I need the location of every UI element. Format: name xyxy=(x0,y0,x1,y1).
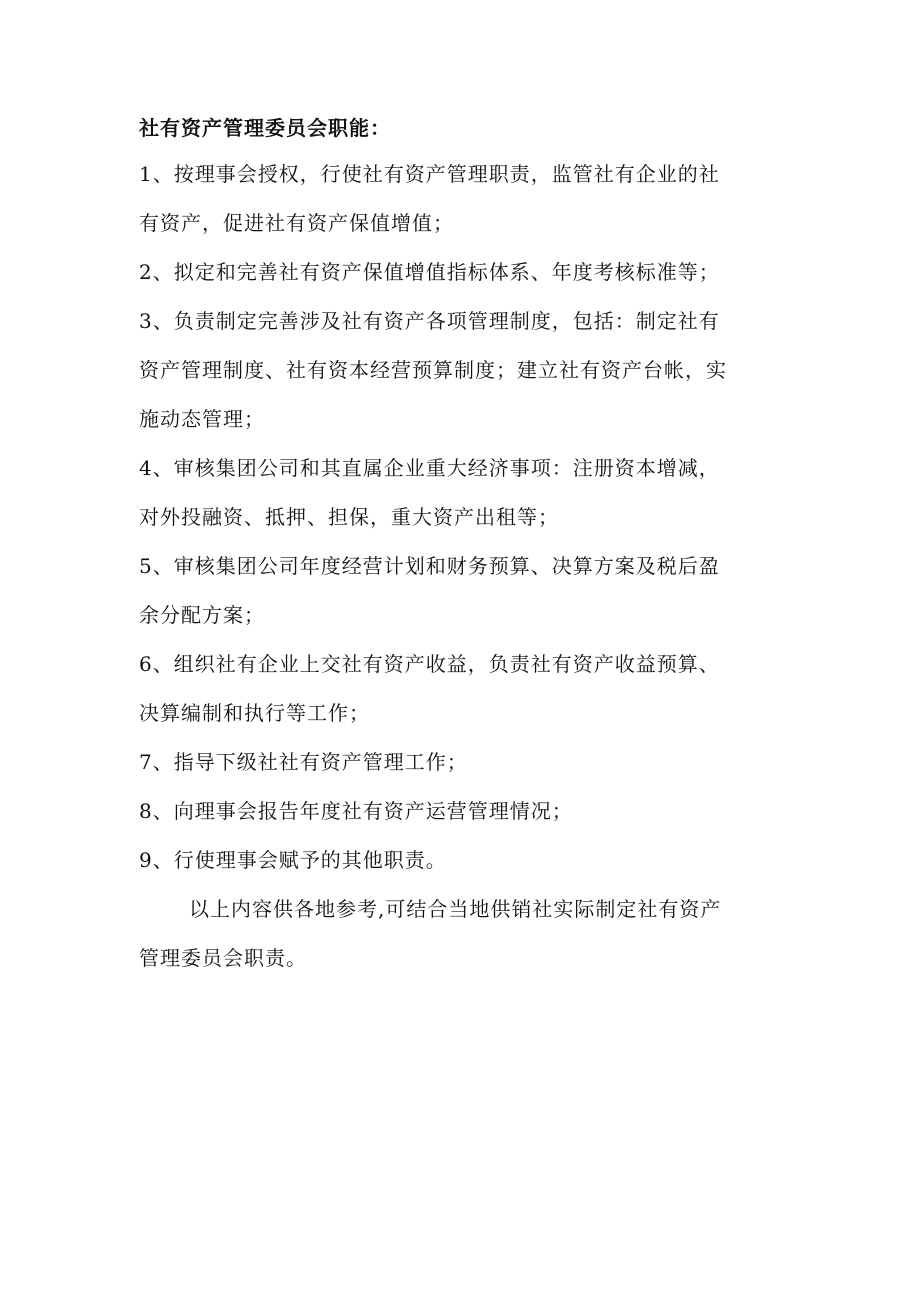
duty-line: 对外投融资、抵押、担保，重大资产出租等； xyxy=(139,505,559,529)
duty-line: 有资产，促进社有资产保值增值； xyxy=(139,211,454,235)
duty-line: 资产管理制度、社有资本经营预算制度；建立社有资产台帐，实 xyxy=(139,358,727,382)
duties-list xyxy=(139,150,789,885)
duty-item-6 xyxy=(139,640,789,738)
reference-note xyxy=(139,885,789,983)
duty-line: 4、审核集团公司和其直属企业重大经济事项：注册资本增减， xyxy=(139,456,720,480)
duty-line: 决算编制和执行等工作； xyxy=(139,701,370,725)
duty-item-9 xyxy=(139,836,789,885)
document-page xyxy=(139,112,789,983)
note-line: 以上内容供各地参考,可结合当地供销社实际制定社有资产 xyxy=(189,897,722,921)
duty-item-3 xyxy=(139,297,789,444)
duty-line: 5、审核集团公司年度经营计划和财务预算、决算方案及税后盈 xyxy=(139,554,720,578)
duty-line: 9、行使理事会赋予的其他职责。 xyxy=(139,848,447,872)
duty-item-2 xyxy=(139,248,789,297)
duty-item-5 xyxy=(139,542,789,640)
duty-item-4 xyxy=(139,444,789,542)
note-line: 管理委员会职责。 xyxy=(139,946,307,970)
document-heading: 社有资产管理委员会职能： xyxy=(139,116,391,140)
duty-line: 施动态管理； xyxy=(139,407,265,431)
duty-item-8 xyxy=(139,787,789,836)
duty-line: 8、向理事会报告年度社有资产运营管理情况； xyxy=(139,799,573,823)
duty-line: 7、指导下级社社有资产管理工作； xyxy=(139,750,468,774)
duty-line: 余分配方案； xyxy=(139,603,265,627)
duty-line: 6、组织社有企业上交社有资产收益，负责社有资产收益预算、 xyxy=(139,652,720,676)
duty-line: 1、按理事会授权，行使社有资产管理职责，监管社有企业的社 xyxy=(139,162,720,186)
duty-line: 2、拟定和完善社有资产保值增值指标体系、年度考核标准等； xyxy=(139,260,720,284)
duty-item-1 xyxy=(139,150,789,248)
duty-item-7 xyxy=(139,738,789,787)
duty-line: 3、负责制定完善涉及社有资产各项管理制度，包括：制定社有 xyxy=(139,309,720,333)
